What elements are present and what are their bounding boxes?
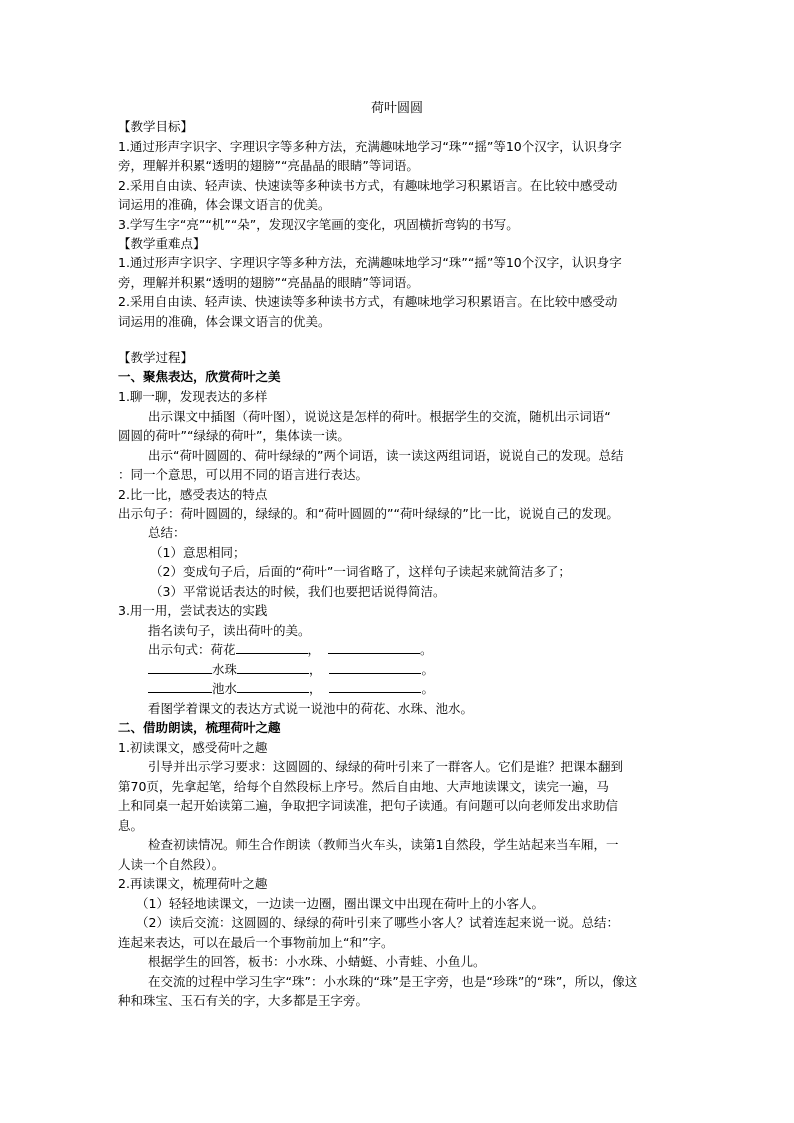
text-line: （2）读后交流：这圆圆的、绿绿的荷叶引来了哪些小客人？试着连起来说一说。总结： [136,915,619,930]
blank-row-label: 水珠 [212,662,238,677]
section-heading-key-points: 【教学重难点】 [118,236,206,251]
document-title: 荷叶圆圆 [370,101,423,116]
text-line: 旁，理解并积累“透明的翅膀”“亮晶晶的眼睛”等词语。 [118,158,419,173]
period: 。 [419,642,433,657]
text-line: 1.通过形声字识字、字理识字等多种方法，充满趣味地学习“珠”“摇”等10个汉字，认识身字 [118,255,622,270]
text-line: （3）平常说话表达的时候，我们也要把话说得简洁。 [150,584,446,599]
blank-line [148,661,212,674]
comma: ， [309,662,322,677]
text-line: 在交流的过程中学习生字“珠”：小水珠的“珠”是王字旁，也是“珍珠”的“珠”，所以，像这 [148,974,638,989]
blank-row-3 [148,680,434,697]
blank-line [237,680,309,693]
text-line: 指名读句子，读出荷叶的美。 [148,623,311,638]
period: 。 [421,662,434,677]
text-line: 人读一个自然段）。 [118,857,225,872]
blank-line [148,680,212,693]
text-line: 2.再读课文，梳理荷叶之趣 [118,876,268,891]
text-line: 2.比一比，感受表达的特点 [118,487,268,502]
text-line: 圆圆的荷叶”“绿绿的荷叶”，集体读一读。 [118,428,350,443]
text-line: （1）轻轻地读课文，一边读一边圈，圈出课文中出现在荷叶上的小客人。 [136,896,544,911]
blank-line [329,661,421,674]
text-line: 2.采用自由读、轻声读、快速读等多种读书方式，有趣味地学习积累语言。在比较中感受动 [118,178,618,193]
blank-row-2 [148,661,434,678]
text-line: 连起来表达，可以在最后一个事物前加上“和”字。 [118,935,394,950]
text-line: 上和同桌一起开始读第二遍，争取把字词读准，把句子读通。有问题可以向老师发出求助信 [118,798,619,813]
blank-line [236,641,308,654]
text-line: 总结： [148,525,186,540]
comma: ， [309,681,322,696]
blank-line [237,661,309,674]
text-line: 3.学写生字“亮”“机”“朵”，发现汉字笔画的变化，巩固横折弯钩的书写。 [118,217,519,232]
text-line: 1.初读课文，感受荷叶之趣 [118,740,268,755]
section-heading-goals: 【教学目标】 [118,119,194,134]
blank-row-1 [148,641,433,658]
section-heading-process: 【教学过程】 [118,350,194,365]
text-line: ：同一个意思，可以用不同的语言进行表达。 [118,467,369,482]
text-line: 3.用一用，尝试表达的实践 [118,603,268,618]
comma: ， [307,642,321,657]
text-line: 检查初读情况。师生合作朗读（教师当火车头，读第1自然段，学生站起来当车厢，一 [148,837,619,852]
blank-row-label: 出示句式：荷花 [148,642,236,657]
text-line: 1.通过形声字识字、字理识字等多种方法，充满趣味地学习“珠”“摇”等10个汉字，认识身字 [118,139,622,154]
text-line: 词运用的准确，体会课文语言的优美。 [118,197,331,212]
part-heading-2: 二、借助朗读，梳理荷叶之趣 [118,720,281,735]
text-line: 出示课文中插图（荷叶图），说说这是怎样的荷叶。根据学生的交流，随机出示词语“ [148,409,611,424]
part-heading-1: 一、聚焦表达，欣赏荷叶之美 [118,369,281,384]
text-line: （1）意思相同； [150,545,246,560]
text-line: 第70页，先拿起笔，给每个自然段标上序号。然后自由地、大声地读课文，读完一遍，马 [118,779,609,794]
text-line: 种和珠宝、玉石有关的字，大多都是王字旁。 [118,993,369,1008]
text-line: 看图学着课文的表达方式说一说池中的荷花、水珠、池水。 [148,701,474,716]
text-line: 息。 [118,818,144,833]
text-line: 旁，理解并积累“透明的翅膀”“亮晶晶的眼睛”等词语。 [118,275,419,290]
text-line: （2）变成句子后，后面的“荷叶”一词省略了，这样句子读起来就简洁多了； [150,564,571,579]
text-line: 引导并出示学习要求：这圆圆的、绿绿的荷叶引来了一群客人。它们是谁？把课本翻到 [148,759,624,774]
text-line: 2.采用自由读、轻声读、快速读等多种读书方式，有趣味地学习积累语言。在比较中感受动 [118,294,618,309]
blank-row-label: 池水 [212,681,238,696]
text-line: 词运用的准确，体会课文语言的优美。 [118,314,331,329]
period: 。 [421,681,434,696]
blank-line [328,641,420,654]
text-line: 出示“荷叶圆圆的、荷叶绿绿的”两个词语，读一读这两组词语，说说自己的发现。总结 [148,448,624,463]
text-line: 出示句子：荷叶圆圆的，绿绿的。和“荷叶圆圆的”“荷叶绿绿的”比一比，说说自己的发现。 [118,506,619,521]
text-line: 根据学生的回答，板书：小水珠、小蜻蜓、小青蛙、小鱼儿。 [148,954,486,969]
blank-line [329,680,421,693]
text-line: 1.聊一聊，发现表达的多样 [118,389,268,404]
